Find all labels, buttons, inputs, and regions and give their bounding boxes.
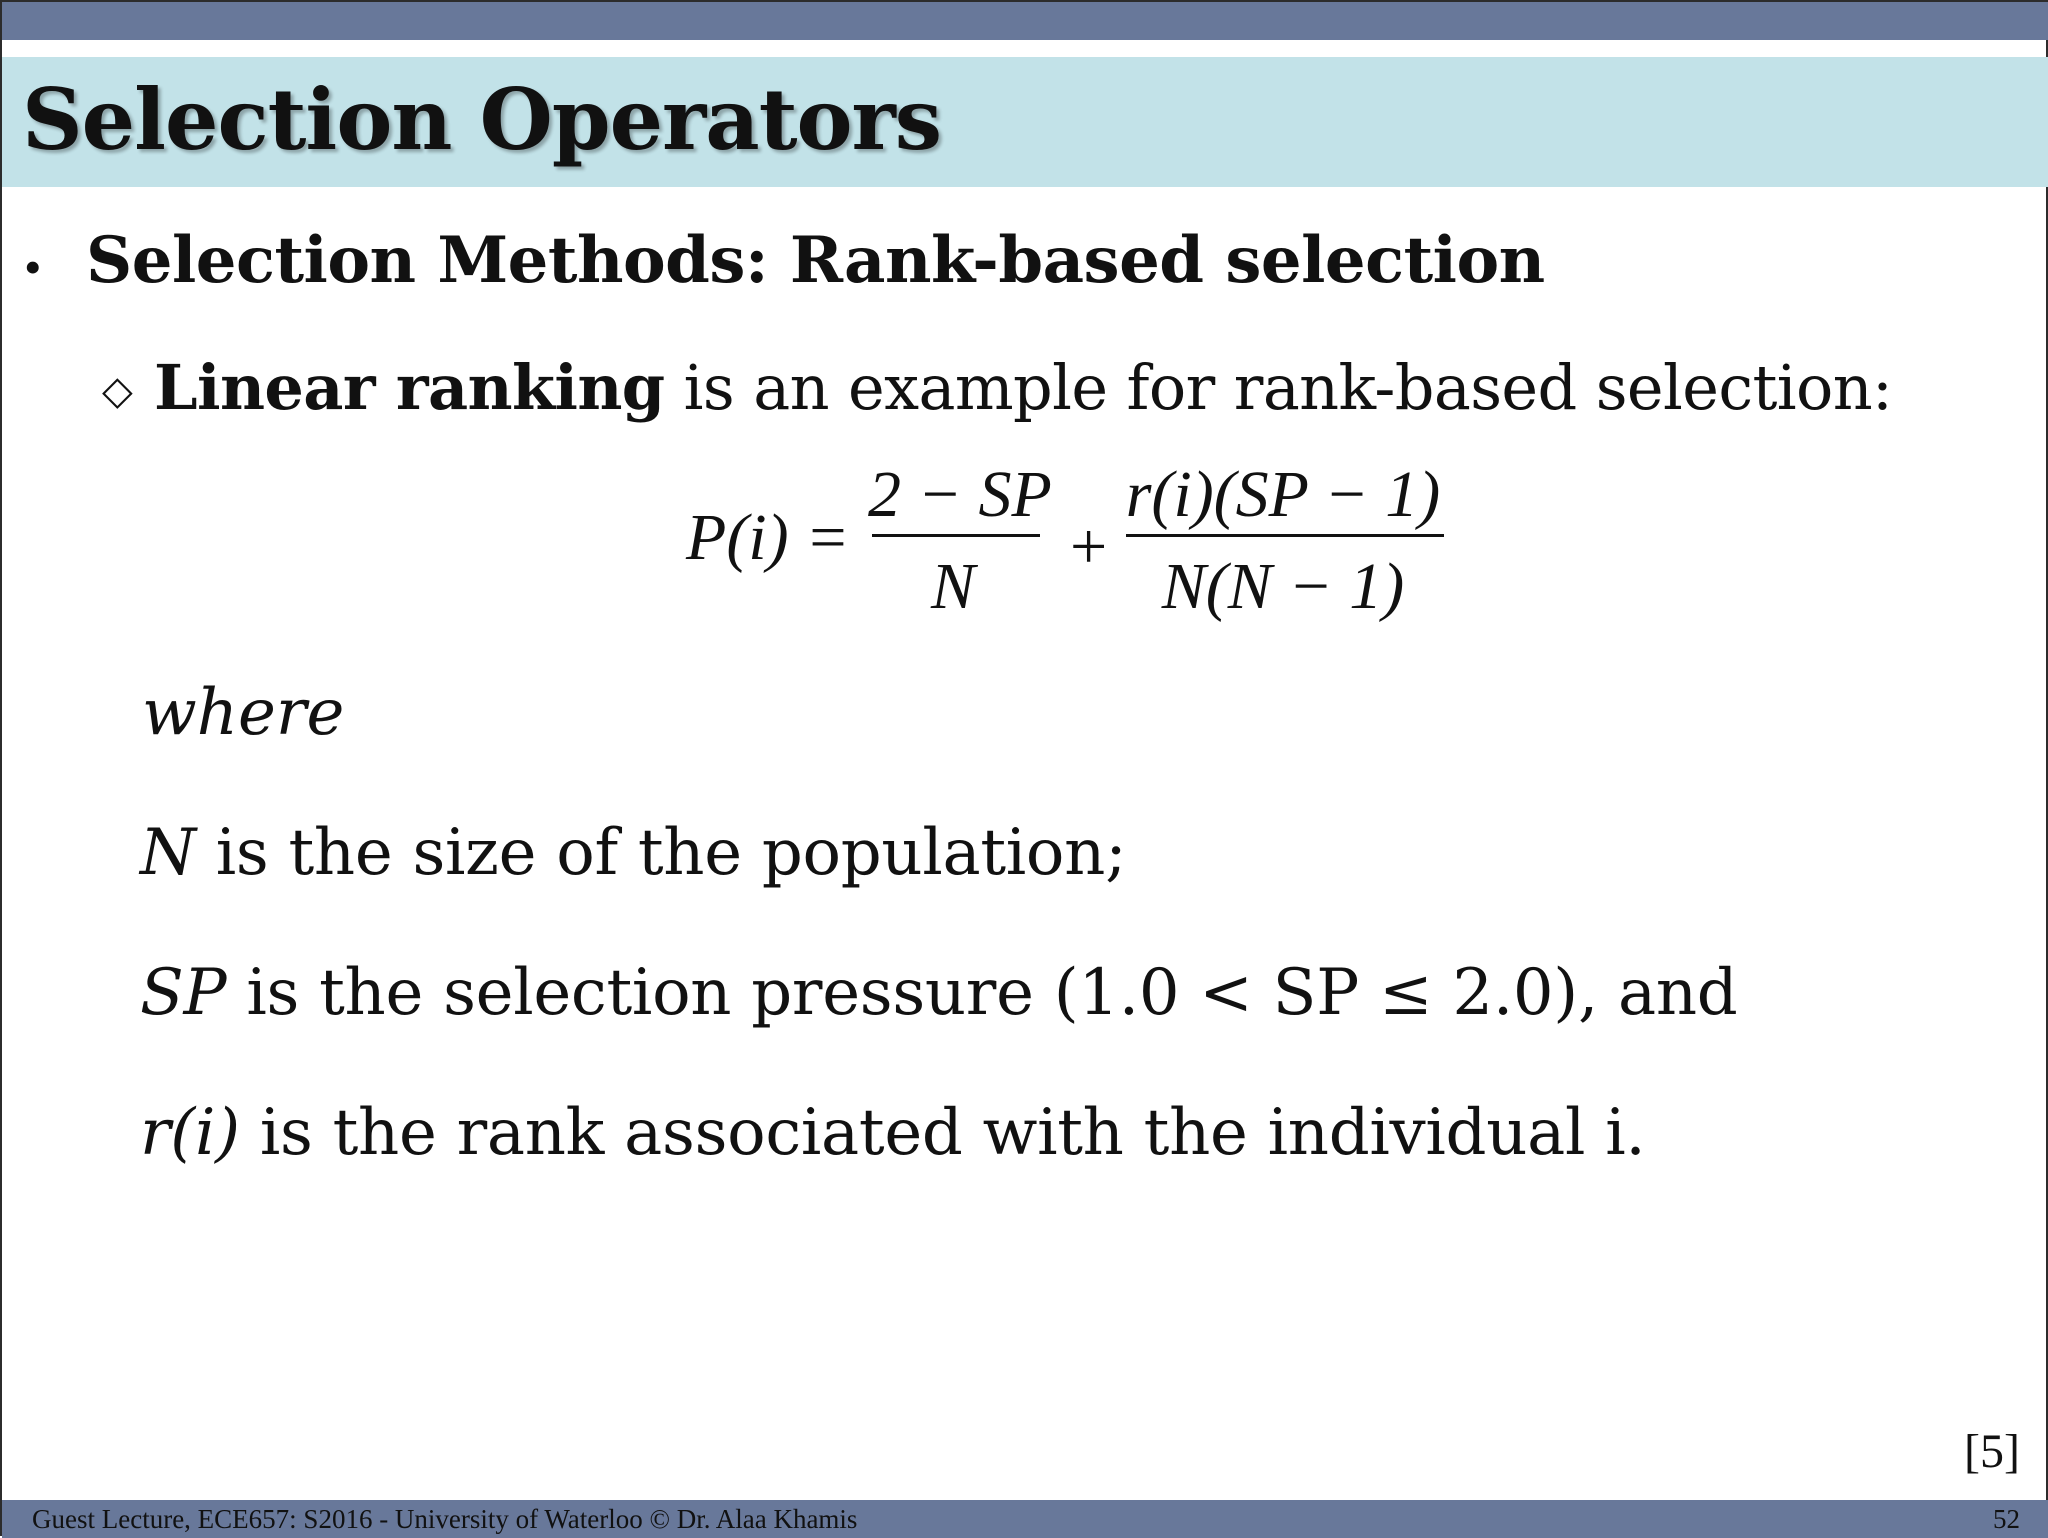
- definition-sp: [140, 957, 1737, 1031]
- formula-frac1-denominator: N: [930, 550, 976, 623]
- formula-lhs: P(i) =: [686, 501, 850, 574]
- formula-frac1-line: [872, 534, 1040, 537]
- definition-ri: [140, 1097, 1645, 1171]
- slide-number: 52: [1993, 1504, 2020, 1534]
- diamond-bullet-icon: ◇: [102, 368, 133, 414]
- sub-bullet-rest: is an example for rank-based selection:: [664, 351, 1893, 424]
- formula-frac2-line: [1126, 534, 1444, 537]
- sub-bullet-text: [154, 352, 1892, 423]
- reference-marker: [5]: [1964, 1425, 2020, 1478]
- definition-n: [140, 817, 1126, 891]
- definition-text: is the rank associated with the individual i.: [239, 1096, 1646, 1170]
- bullet-dot-icon: •: [24, 239, 42, 295]
- definition-symbol: N: [140, 816, 196, 890]
- formula-frac2-denominator: N(N − 1): [1161, 550, 1405, 623]
- formula-plus: +: [1070, 510, 1108, 583]
- definition-symbol: SP: [140, 956, 227, 1030]
- top-bar: [2, 2, 2048, 40]
- where-label: where: [142, 676, 345, 750]
- definition-text: is the size of the population;: [195, 816, 1127, 890]
- formula-frac1-numerator: 2 − SP: [868, 458, 1052, 531]
- footer-text: Guest Lecture, ECE657: S2016 - University of Waterloo © Dr. Alaa Khamis: [32, 1504, 858, 1534]
- slide-title: Selection Operators: [22, 70, 942, 169]
- formula-frac2-numerator: r(i)(SP − 1): [1125, 458, 1441, 531]
- definition-symbol: r(i): [140, 1096, 240, 1170]
- sub-bullet-bold: Linear ranking: [154, 351, 665, 424]
- bullet-text: Selection Methods: Rank-based selection: [86, 223, 1545, 298]
- definition-text: is the selection pressure (1.0 < SP ≤ 2.0), and: [226, 956, 1738, 1030]
